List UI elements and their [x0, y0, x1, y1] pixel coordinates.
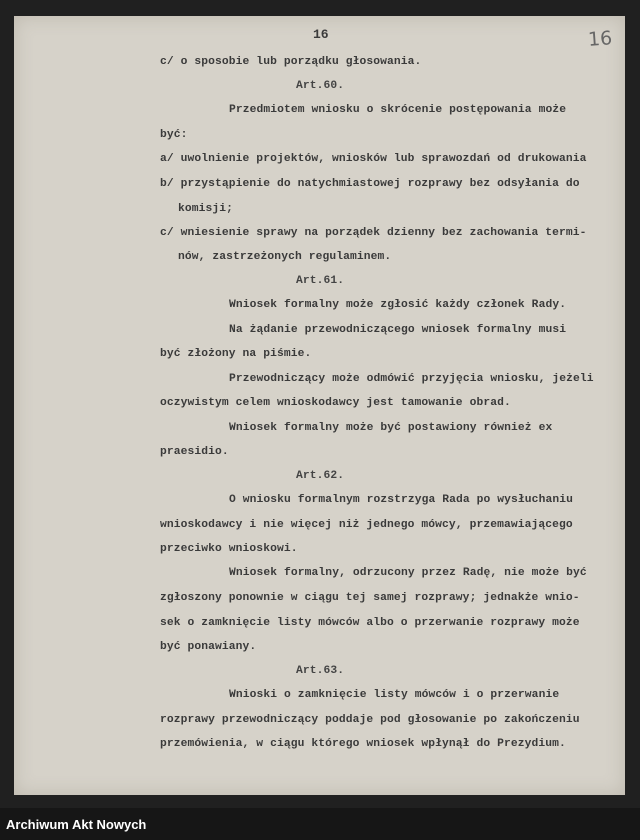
text-line: być złożony na piśmie.	[160, 348, 312, 360]
text-line: O wniosku formalnym rozstrzyga Rada po wysłuchaniu	[229, 494, 573, 506]
archive-footer	[0, 808, 640, 840]
text-line: Wniosek formalny może być postawiony również ex	[229, 422, 553, 434]
article-heading: Art.62.	[296, 470, 345, 482]
list-item-a: a/ uwolnienie projektów, wniosków lub sprawozdań od drukowania	[160, 153, 587, 165]
text-line: Wnioski o zamknięcie listy mówców i o przerwanie	[229, 689, 560, 701]
text-line: c/ o sposobie lub porządku głosowania.	[160, 56, 422, 68]
text-line: Na żądanie przewodniczącego wniosek formalny musi	[229, 324, 567, 336]
article-heading: Art.63.	[296, 665, 345, 677]
text-line: Przedmiotem wniosku o skrócenie postępowania może	[229, 104, 567, 116]
text-line: przemówienia, w ciągu którego wniosek wpłynął do Prezydium.	[160, 738, 566, 750]
list-item-c: c/ wniesienie sprawy na porządek dzienny bez zachowania termi-	[160, 227, 587, 239]
text-line: wnioskodawcy i nie więcej niż jednego mówcy, przemawiającego	[160, 519, 573, 531]
archival-folio-number: 16	[587, 27, 613, 51]
text-line: Wniosek formalny, odrzucony przez Radę, nie może być	[229, 567, 587, 579]
text-line: zgłoszony ponownie w ciągu tej samej rozprawy; jednakże wnio-	[160, 592, 580, 604]
text-line: Przewodniczący może odmówić przyjęcia wniosku, jeżeli	[229, 373, 594, 385]
list-item-b: b/ przystąpienie do natychmiastowej rozprawy bez odsyłania do	[160, 178, 580, 190]
text-line: nów, zastrzeżonych regulaminem.	[178, 251, 392, 263]
text-line: przeciwko wnioskowi.	[160, 543, 298, 555]
text-line: praesidio.	[160, 446, 229, 458]
archive-name: Archiwum Akt Nowych	[6, 817, 147, 832]
text-line: rozprawy przewodniczący poddaje pod głosowanie po zakończeniu	[160, 714, 580, 726]
page-number: 16	[313, 27, 329, 42]
text-line: komisji;	[178, 203, 234, 215]
text-line: być ponawiany.	[160, 641, 257, 653]
text-line: sek o zamknięcie listy mówców albo o przerwanie rozprawy może	[160, 617, 580, 629]
text-line: Wniosek formalny może zgłosić każdy członek Rady.	[229, 299, 567, 311]
article-heading: Art.61.	[296, 275, 345, 287]
article-heading: Art.60.	[296, 80, 345, 92]
text-line: być:	[160, 129, 188, 141]
text-line: oczywistym celem wnioskodawcy jest tamowanie obrad.	[160, 397, 511, 409]
